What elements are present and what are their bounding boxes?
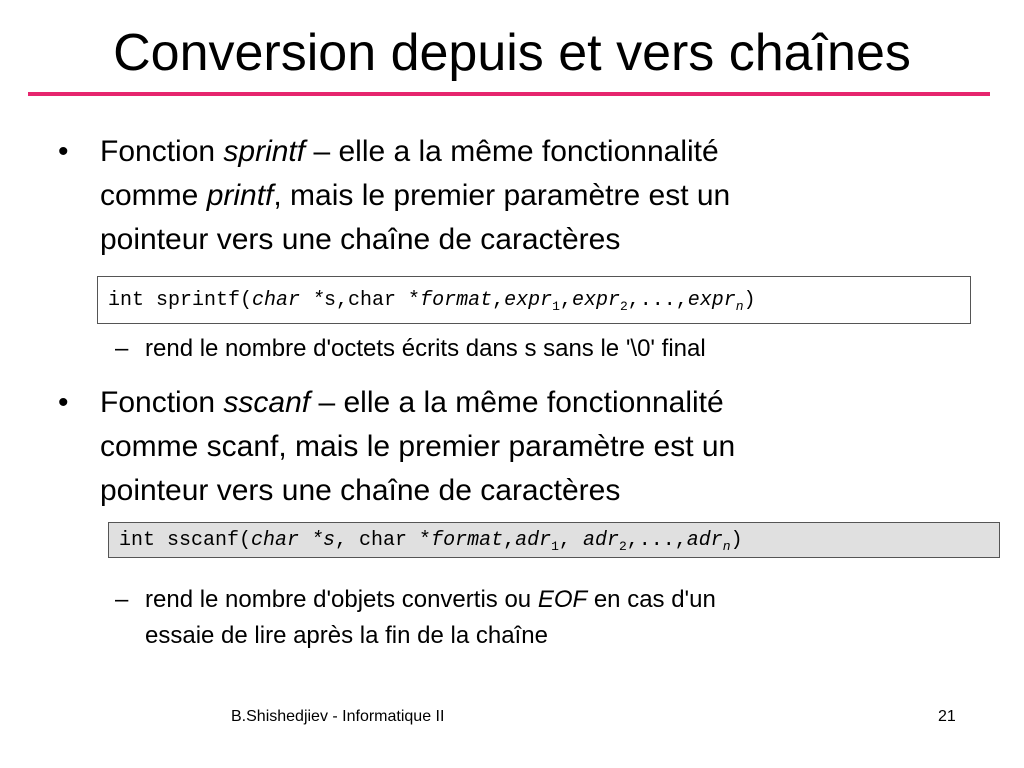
code-token: ): [730, 529, 743, 552]
bullet-text: , mais le premier paramètre est un: [273, 179, 731, 212]
code-token: ,: [559, 289, 572, 312]
footer-author: B.Shishedjiev - Informatique II: [231, 708, 445, 725]
code-sprintf-signature: [97, 276, 971, 324]
bullet-sscanf-line-1: [100, 381, 980, 425]
bullet-dot: •: [58, 386, 69, 419]
bullet-text: Fonction: [100, 135, 224, 168]
code-token: s,char *: [324, 289, 421, 312]
code-token: char *s: [251, 529, 336, 552]
bullet-text: Fonction: [100, 386, 224, 419]
bullet-sprintf-line-1: [100, 130, 980, 174]
sub-bullet-text: [145, 582, 975, 654]
sub-bullet-text: rend le nombre d'octets écrits dans s sans le '\0' final: [145, 335, 706, 362]
code-token: ,...,: [627, 289, 688, 312]
code-token: int sprintf(: [108, 289, 253, 312]
bullet-sscanf-text: [100, 381, 980, 513]
sub-bullet-line-1: [145, 582, 975, 618]
code-token: ): [743, 289, 756, 312]
code-subscript: n: [722, 539, 731, 554]
sub-bullet-line-2: essaie de lire après la fin de la chaîne: [145, 622, 548, 649]
code-subscript: n: [735, 299, 744, 314]
code-sscanf-signature: [108, 522, 1000, 558]
code-token: char *: [252, 289, 325, 312]
code-token: expr: [504, 289, 553, 312]
code-subscript: 1: [551, 539, 559, 554]
code-token: , char *: [335, 529, 432, 552]
sub-text: en cas d'un: [587, 586, 716, 613]
code-token: format: [431, 529, 504, 552]
code-token: ,...,: [626, 529, 687, 552]
code-subscript: 2: [618, 539, 627, 554]
bullet-text: – elle a la même fonctionnalité: [305, 135, 719, 168]
bullet-text: comme: [100, 179, 207, 212]
bullet-sprintf-line-3: pointeur vers une chaîne de caractères: [100, 223, 621, 256]
code-token: expr: [687, 289, 736, 312]
sub-bullet-dash: –: [115, 335, 129, 362]
sub-text: rend le nombre d'objets convertis ou: [145, 586, 538, 613]
footer-page-number: 21: [938, 708, 956, 725]
function-name-printf: printf: [206, 179, 274, 212]
sub-bullet-dash: –: [115, 586, 129, 613]
code-token: int sscanf(: [119, 529, 252, 552]
code-token: format: [420, 289, 493, 312]
code-token: ,: [503, 529, 516, 552]
function-name-sprintf: sprintf: [223, 135, 306, 168]
code-subscript: 1: [552, 299, 560, 314]
code-token: ,: [558, 529, 583, 552]
code-token: ,: [492, 289, 505, 312]
code-token: expr: [571, 289, 620, 312]
eof-term: EOF: [537, 586, 588, 613]
bullet-text: – elle a la même fonctionnalité: [310, 386, 724, 419]
bullet-sprintf-text: [100, 130, 980, 262]
code-token: adr: [582, 529, 619, 552]
bullet-sscanf-line-2: comme scanf, mais le premier paramètre est un: [100, 430, 736, 463]
function-name-sscanf: sscanf: [223, 386, 311, 419]
code-token: adr: [515, 529, 552, 552]
code-subscript: 2: [619, 299, 628, 314]
bullet-sscanf-line-3: pointeur vers une chaîne de caractères: [100, 474, 621, 507]
title-underline: [28, 92, 990, 96]
code-token: adr: [686, 529, 723, 552]
bullet-dot: •: [58, 135, 69, 168]
bullet-sprintf-line-2: [100, 174, 980, 218]
slide-title: Conversion depuis et vers chaînes: [113, 24, 911, 82]
